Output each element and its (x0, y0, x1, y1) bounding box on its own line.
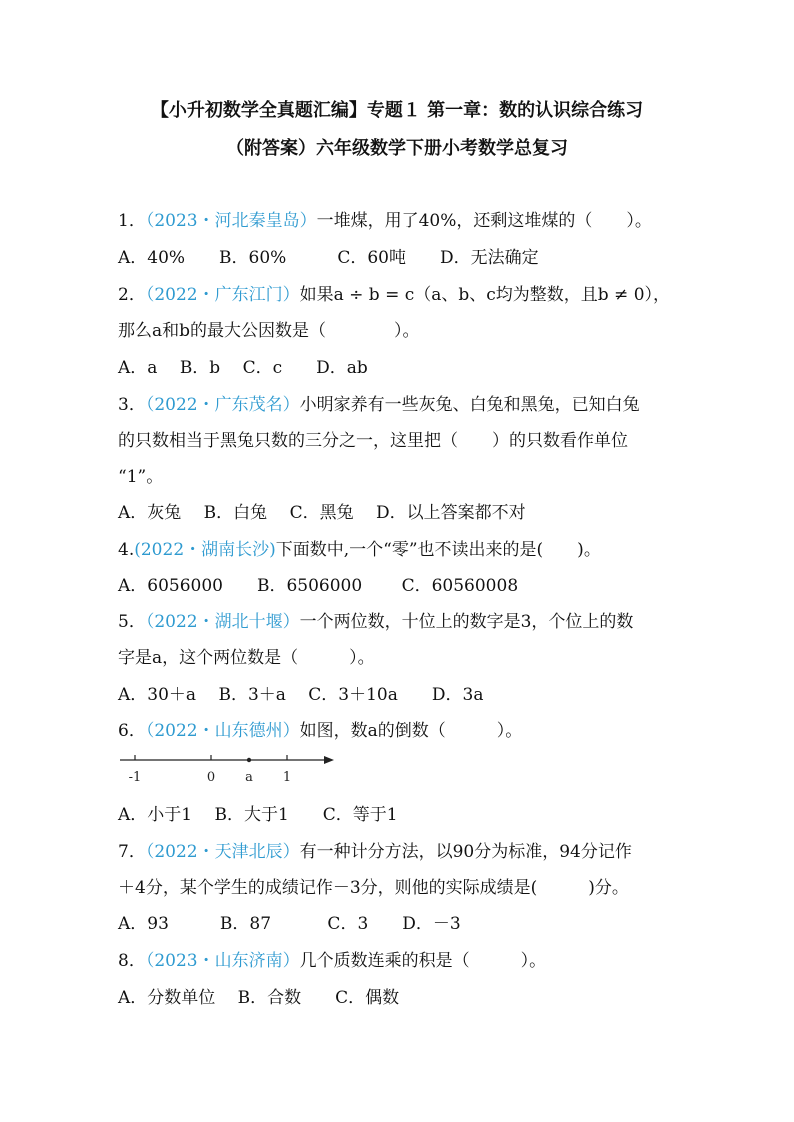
question-1-stem (118, 206, 652, 231)
question-3-stem-cont: 的只数相当于黑兔只数的三分之一，这里把（ ）的只数看作单位 (118, 431, 628, 451)
question-8-stem (118, 946, 546, 971)
question-6-options: A．小于1 B．大于1 C．等于1 (118, 805, 398, 825)
number-line-arrow-icon (324, 756, 334, 764)
question-6-stem (118, 716, 522, 741)
question-text: 如果a ÷ b = c（a、b、c均为整数，且b ≠ 0）， (299, 285, 671, 305)
question-5-options: A．30＋a B．3＋a C．3＋10a D．3a (118, 685, 484, 705)
question-number: 5． (118, 612, 146, 632)
question-2-stem-cont: 那么a和b的最大公因数是（ ）。 (118, 321, 420, 341)
question-number: 8． (118, 951, 146, 971)
question-number: 3． (118, 395, 146, 415)
question-4-stem (118, 535, 601, 560)
question-7-options: A．93 B．87 C．3 D．－3 (118, 914, 461, 934)
question-4-options: A．6056000 B．6506000 C．60560008 (118, 576, 519, 596)
question-number: 2． (118, 285, 146, 305)
number-line-label: a (245, 770, 253, 785)
question-3-stem (118, 390, 640, 415)
question-1-options: A．40% B．60% C．60吨 D．无法确定 (118, 248, 539, 268)
question-number: 1． (118, 211, 146, 231)
question-8-options: A．分数单位 B．合数 C．偶数 (118, 988, 400, 1008)
question-3-options: A．灰兔 B．白兔 C．黑兔 D．以上答案都不对 (118, 503, 526, 523)
number-line-label: 1 (282, 770, 292, 785)
question-3-stem-cont2: “1”。 (118, 467, 164, 487)
question-source: （2023・河北秦皇岛） (145, 211, 317, 231)
question-text: 几个质数连乘的积是（ ）。 (299, 951, 547, 971)
question-source: （2022・湖北十堰） (145, 612, 300, 632)
question-number: 4. (118, 540, 135, 560)
question-number: 7． (118, 842, 146, 862)
question-7-stem (118, 837, 632, 862)
question-text: 有一种计分方法，以90分为标准，94分记作 (299, 842, 632, 862)
number-line-figure (120, 745, 340, 787)
question-text: 如图，数a的倒数（ ）。 (299, 721, 523, 741)
question-2-options: A．a B．b C．c D．ab (118, 358, 368, 378)
question-number: 6． (118, 721, 146, 741)
question-5-stem (118, 607, 633, 632)
question-2-stem (118, 280, 670, 305)
question-source: （2022・天津北辰） (145, 842, 300, 862)
question-text: 一堆煤，用了40%，还剩这堆煤的（ ）。 (316, 211, 652, 231)
question-text: 下面数中,一个“零”也不读出来的是( )。 (275, 540, 601, 560)
number-line-label: 0 (206, 770, 216, 785)
page-title-line2: （附答案）六年级数学下册小考数学总复习 (226, 138, 568, 159)
question-text: 小明家养有一些灰兔、白兔和黑兔，已知白兔 (299, 395, 640, 415)
number-line-label: -1 (128, 770, 142, 785)
question-text: 一个两位数，十位上的数字是3，个位上的数 (299, 612, 634, 632)
question-7-stem-cont: ＋4分，某个学生的成绩记作－3分，则他的实际成绩是( )分。 (118, 878, 629, 898)
question-source: （2022・广东江门） (145, 285, 300, 305)
question-source: (2022・湖南长沙) (134, 540, 276, 560)
page-title-line1: 【小升初数学全真题汇编】专题１ 第一章：数的认识综合练习 (150, 100, 644, 121)
number-line-point-a (247, 758, 251, 762)
question-source: （2023・山东济南） (145, 951, 300, 971)
question-5-stem-cont: 字是a，这个两位数是（ ）。 (118, 648, 375, 668)
question-source: （2022・广东茂名） (145, 395, 300, 415)
question-source: （2022・山东德州） (145, 721, 300, 741)
